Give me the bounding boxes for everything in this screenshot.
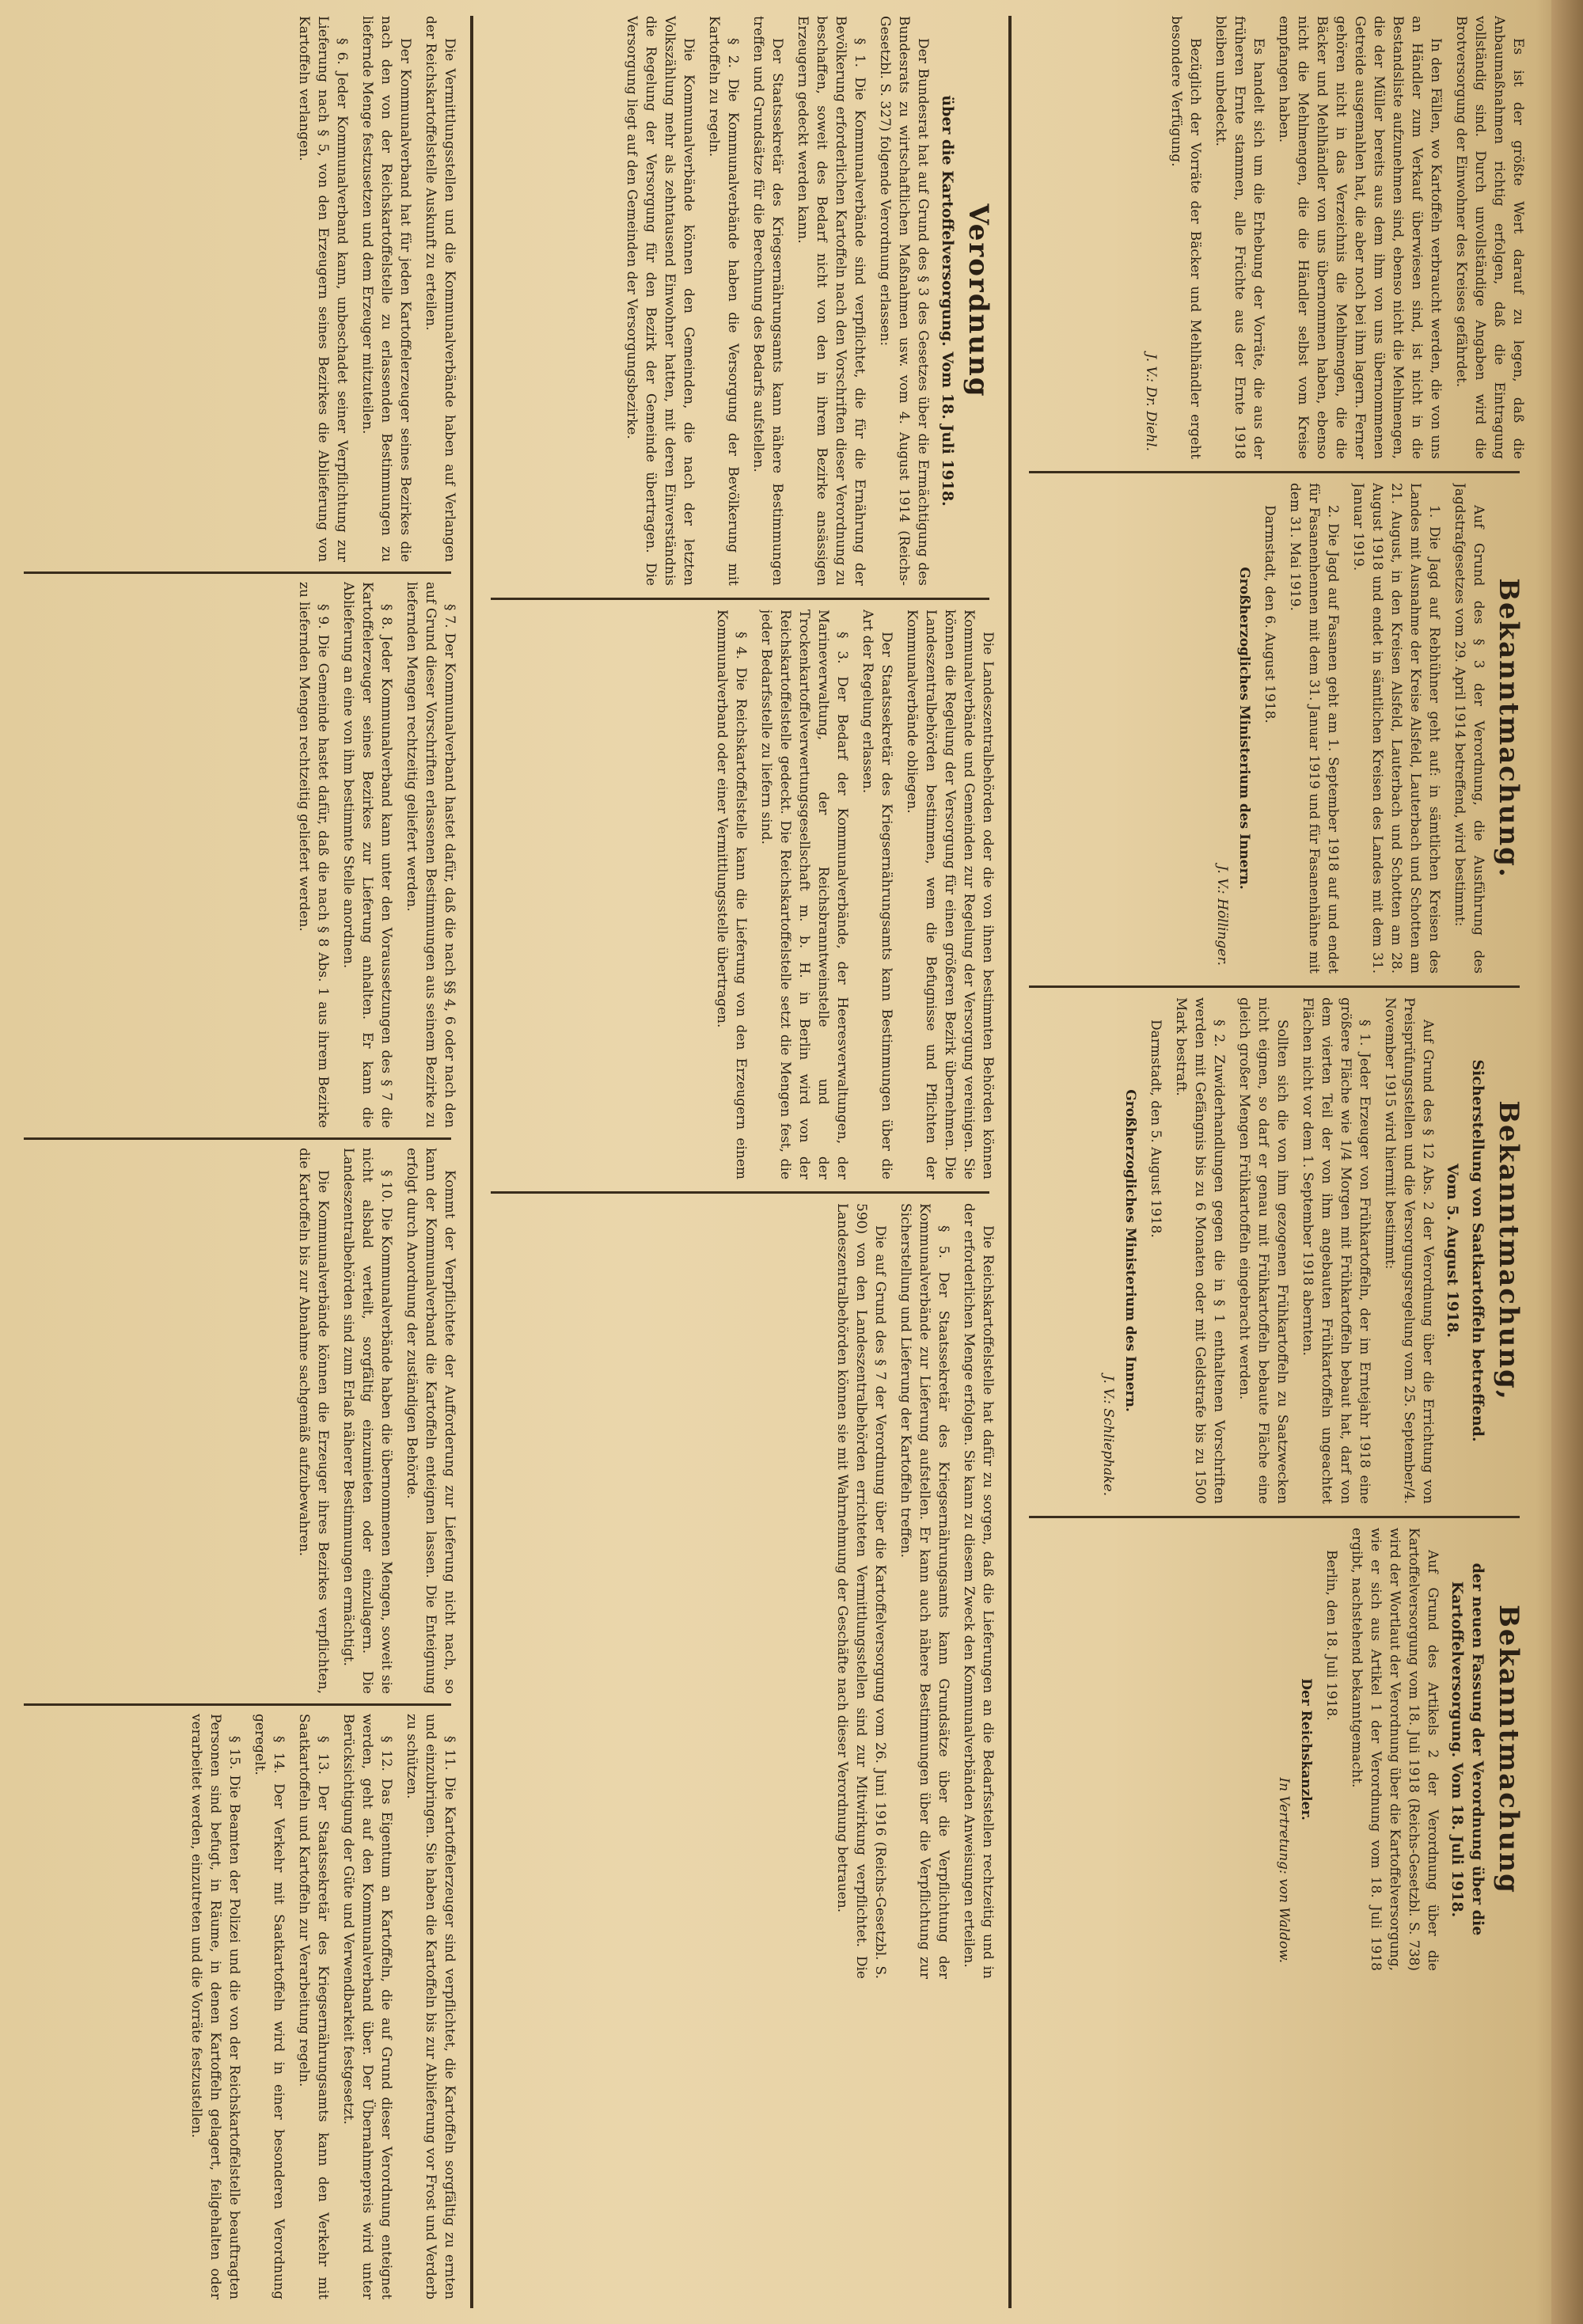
paragraph: § 2. Zuwiderhandlungen gegen die in § 1 enthaltenen Vorschriften werden mit Gefängnis bis zu 6 Monaten oder mit Geldstrafe bis zu 1500 Mark bestraft. [1173, 997, 1227, 1504]
paragraph: § 15. Die Beamten der Polizei und die von der Reichskartoffelstelle beauftragten Personen sind befugt, in Räume, in denen Kartoffeln gelagert, feilgehalten oder verarbeitet werden, einzutreten und die Vorräte festzustellen. [188, 1714, 242, 2299]
paragraph: Der Kommunalverband hat für jeden Kartoffelerzeuger seines Bezirkes die nach den von der Reichskartoffelstelle zu erlassenden Bestimmungen zu liefernde Menge festzusetzen und dem Erzeuger mitzuteilen. [359, 16, 413, 562]
binding-gutter [1551, 0, 1583, 2324]
ordinance-column-7 [16, 1714, 459, 2299]
column-rule [24, 572, 451, 574]
paragraph: Die Vermittlungsstellen und die Kommunalverbände haben auf Verlangen der Reichskartoffelstelle Auskunft zu erteilen. [423, 16, 457, 562]
paragraph: § 12. Das Eigentum an Kartoffeln, die auf Grund dieser Verordnung enteignet werden, geht auf den Kommunalverband über. Der Übernahmepreis wird unter Berücksichtigung der Güte und Verwendbarkeit festgesetzt. [340, 1714, 394, 2299]
column-rule [491, 1191, 989, 1194]
paragraph: Darmstadt, den 5. August 1918. [1148, 1020, 1164, 1238]
office-line: Der Reichskanzler. [1298, 1678, 1314, 1821]
paragraph: Auf Grund des § 12 Abs. 2 der Verordnung über die Errichtung von Preisprüfungsstellen und die Versorgungsregelung vom 25. September/4. November 1915 wird hiermit bestimmt: [1382, 997, 1436, 1504]
paragraph: Der Staatssekretär des Kriegsernährungsamts kann nähere Bestimmungen treffen und Grundsätze für die Berechnung des Bedarfs aufstellen. [750, 16, 785, 586]
column-rule [24, 1137, 451, 1140]
paragraph: Es ist der größte Wert darauf zu legen, daß die Anbaumaßnahmen richtig erfolgen, daß die Eintragung vollständig sind. Durch unvollständige Angaben wird die Brotversorgung der Einwohner des Kreises gefährdet. [1453, 16, 1526, 459]
paragraph: Die auf Grund des § 7 der Verordnung über die Kartoffelversorgung vom 26. Juni 1916 (Reichs-Gesetzbl. S. 590) von den Landeszentralbehörden errichteten Vermittlungsstellen sind zur Mitwirkung verpflichtet. Die Landeszentralbehörden können sie mit Wahrnehmung der Geschäfte nach dieser Verordnung betrauen. [834, 1203, 888, 1979]
signature: J. V.: Dr. Diehl. [1143, 353, 1159, 451]
column-rule [1029, 985, 1520, 988]
paragraph: Es handelt sich um die Erhebung der Vorräte, die aus der früheren Ernte stammen, alle Früchte aus der Ernte 1918 bleiben unbedeckt. [1213, 16, 1266, 459]
paragraph: § 7. Der Kommunalverband hastet dafür, daß die nach §§ 4, 6 oder nach den auf Grund dieser Vorschriften erlassenen Bestimmungen aus seinem Bezirke zu liefernden Mengen rechtzeitig geliefert werden. [404, 582, 457, 1128]
paragraph: Auf Grund des Artikels 2 der Verordnung über die Kartoffelversorgung vom 18. Juli 1918 (Reichs-Gesetzbl. S. 738) wird der Wortlaut der Verordnung über die Kartoffelversorgung, wie er sich aus Artikel 1 der Verordnung vom 18. Juli 1918 ergibt, nachstehend bekanntgemacht. [1349, 1528, 1441, 1971]
ministry-line: Großherzogliches Ministerium des Innern. [1122, 1089, 1138, 1412]
paragraph: Der Staatssekretär des Kriegsernährungsamts kann Bestimmungen über die Art der Regelung erlassen. [860, 609, 894, 1179]
paragraph: 2. Die Jagd auf Fasanen geht am 1. September 1918 auf und endet für Fasanenhennen mit dem 31. Januar 1919 und für Fasanenhähne mit dem 31. Mai 1919. [1287, 483, 1341, 974]
ordinance-column-2 [483, 609, 997, 1179]
notice-heading: Bekanntmachung [1493, 1604, 1524, 1894]
ordinance-column-6 [16, 1148, 459, 1694]
paragraph: 1. Die Jagd auf Rebhühner geht auf: in sämtlichen Kreisen des Landes mit Ausnahme der Kreise Alsfeld, Lauterbach und Schotten am 21. August, in den Kreisen Alsfeld, Lauterbach und Schotten am 28. August 1918 und endet in sämtlichen Kreisen des Landes mit dem 31. Januar 1919. [1350, 483, 1442, 974]
ordinance-column-4 [16, 16, 459, 562]
middle-band [483, 0, 997, 2324]
paragraph: § 9. Die Gemeinde hastet dafür, daß die nach § 8 Abs. 1 aus ihrem Bezirke zu liefernden Mengen rechtzeitig geliefert werden. [296, 582, 331, 1128]
paragraph: § 10. Die Kommunalverbände haben die übernommenen Mengen, soweit sie nicht alsbald verteilt, sorgfältig einzumieten oder einzulagern. Die Landeszentralbehörden sind zum Erlaß näherer Bestimmungen ermächtigt. [340, 1148, 394, 1694]
paragraph: Die Kommunalverbände können die Erzeuger ihres Bezirkes verpflichten, die Kartoffeln bis zur Abnahme sachgemäß aufzubewahren. [296, 1148, 331, 1694]
paragraph: Bezüglich der Vorräte der Bäcker und Mehlhändler ergeht besondere Verfügung. [1168, 16, 1203, 459]
column-rule [1029, 471, 1520, 473]
paragraph: § 6. Jeder Kommunalverband kann, unbeschadet seiner Verpflichtung zur Lieferung nach § 5, von den Erzeugern seines Bezirkes die Ablieferung von Kartoffeln verlangen. [296, 16, 350, 562]
top-band [1021, 0, 1528, 2324]
bottom-band [16, 0, 459, 2324]
paragraph: Auf Grund des § 3 der Verordnung, die Ausführung des Jagdstrafgesetzes vom 29. April 1914 betreffend, wird bestimmt: [1452, 483, 1486, 974]
paragraph: § 13. Der Staatssekretär des Kriegsernährungsamts kann den Verkehr mit Saatkartoffeln und Kartoffeln zur Verarbeitung regeln. [296, 1714, 331, 2299]
paragraph: § 2. Die Kommunalverbände haben die Versorgung der Bevölkerung mit Kartoffeln zu regeln. [706, 16, 741, 586]
notice-subheading: der neuen Fassung der Verordnung über die Kartoffelversorgung. Vom 18. Juli 1918. [1448, 1563, 1486, 1936]
ordinance-column-1 [483, 16, 997, 586]
signature: In Vertretung: von Waldow. [1276, 1777, 1292, 1963]
paragraph: § 4. Die Reichskartoffelstelle kann die Lieferung von den Erzeugern einem Kommunalverband oder einer Vermittlungsstelle übertragen. [714, 609, 749, 1179]
paragraph: Kommt der Verpflichtete der Aufforderung zur Lieferung nicht nach, so kann der Kommunalverband die Kartoffeln enteignen lassen. Die Enteignung erfolgt durch Anordnung der zuständigen Behörde. [404, 1148, 457, 1694]
ordinance-heading: Verordnung [962, 203, 994, 398]
paragraph: § 1. Die Kommunalverbände sind verpflichtet, die für die Ernährung der Bevölkerung erforderlichen Kartoffeln nach den Vorschriften dieser Verordnung zu beschaffen, soweit des Bedarf nicht von den in ihrem Bezirke ansässigen Erzeugern gedeckt werden kann. [795, 16, 867, 586]
paragraph: Die Landeszentralbehörden oder die von ihnen bestimmten Behörden können Kommunalverbände und Gemeinden zur Regelung der Versorgung vereinigen. Sie können die Regelung der Versorgung für einen größeren Bezirk übernehmen. Die Landeszentralbehörden bestimmen, wem die Befugnisse und Pflichten der Kommunalverbände obliegen. [904, 609, 996, 1179]
paragraph: § 5. Der Staatssekretär des Kriegsernährungsamts kann Grundsätze über die Verpflichtung der Kommunalverbände zur Lieferung aufstellen. Er kann auch nähere Bestimmungen über die Verpflichtung zur Sicherstellung und Lieferung der Kartoffeln treffen. [898, 1203, 951, 1979]
column-rule [491, 598, 989, 600]
paragraph: § 14. Der Verkehr mit Saatkartoffeln wird in einer besonderen Verordnung geregelt. [252, 1714, 287, 2299]
paragraph: Berlin, den 18. Juli 1918. [1323, 1550, 1339, 1721]
notice-hunting [1021, 483, 1528, 974]
column-rule [24, 1703, 451, 1706]
paragraph: § 11. Die Kartoffelerzeuger sind verpflichtet, die Kartoffeln sorgfältig zu ernten und einzubringen. Sie haben die Kartoffeln bis zur Ablieferung vor Frost und Verderb zu schützen. [404, 1714, 457, 2299]
paragraph: Darmstadt, den 6. August 1918. [1262, 505, 1277, 723]
paragraph: § 8. Jeder Kommunalverband kann unter den Voraussetzungen des § 7 die Kartoffelerzeuger seines Bezirkes zur Lieferung anhalten. Er kann die Ablieferung an eine von ihm bestimmte Stelle anordnen. [340, 582, 394, 1128]
notice-subheading: Sicherstellung von Saatkartoffeln betreffend. [1469, 1059, 1486, 1442]
paragraph: Der Bundesrat hat auf Grund des § 3 des Gesetzes über die Ermächtigung des Bundesrats zu wirtschaftlichen Maßnahmen usw. vom 4. August 1914 (Reichs-Gesetzbl. S. 327) folgende Verordnung erlassen: [877, 16, 931, 586]
ordinance-subheading: über die Kartoffelversorgung. Vom 18. Juli 1918. [939, 95, 956, 507]
ministry-line: Großherzogliches Ministerium des Innern. [1236, 567, 1252, 890]
notice-seed-potatoes [1021, 997, 1528, 1504]
paragraph: Die Reichskartoffelstelle hat dafür zu sorgen, daß die Lieferungen an die Bedarfsstellen rechtzeitig und in der erforderlichen Menge erfolgen. Sie kann zu diesem Zweck den Kommunalverbänden Anweisungen erteilen. [961, 1203, 996, 1979]
notice-heading: Bekanntmachung, [1493, 1100, 1524, 1401]
notice-heading: Bekanntmachung. [1493, 578, 1524, 879]
paragraph: In den Fällen, wo Kartoffeln verbraucht werden, die von uns an Händler zum Verkauf überwiesen sind, ist nicht in die Bestandsliste aufzunehmen sind, ebenso nicht die Mehlmengen, die der Müller bereits aus dem ihm von uns übernommenen Getreide ausgemahlen hat, die aber noch bei ihm lagern. Ferner gehören nicht in das Verzeichnis die Mehlmengen, die die Bäcker und Mehlhändler von uns übernommen haben, ebenso nicht die Mehlmengen, die die Händler selbst vom Kreise empfangen haben. [1276, 16, 1444, 459]
ordinance-column-5 [16, 582, 459, 1128]
paragraph: Die Kommunalverbände können den Gemeinden, die nach der letzten Volkszählung mehr als zehntausend Einwohner hatten, mit deren Einverständnis die Regelung der Versorgung für den Bezirk der Gemeinde übertragen. Die Versorgung liegt auf den Gemeinden der Versorgungsbezirke. [624, 16, 697, 586]
paragraph: Sollten sich die von ihm gezogenen Frühkartoffeln zu Saatzwecken nicht eignen, so darf er genau mit Frühkartoffeln bebaute Fläche eine gleich großer Mengen Frühkartoffeln eingebracht werden. [1236, 997, 1290, 1504]
notice-date: Vom 5. August 1918. [1444, 1163, 1461, 1339]
signature: J. V.: Höllinger. [1214, 864, 1230, 966]
signature: J. V.: Schliephake. [1100, 1375, 1116, 1496]
ordinance-column-3 [483, 1203, 997, 1979]
paragraph: § 3. Der Bedarf der Kommunalverbände, der Heeresverwaltungen, der Marineverwaltung, der Reichsbranntweinstelle und der Trockenkartoffelverwertungsgesellschaft m. b. H. in Berlin wird von der Reichskartoffelstelle gedeckt. Die Reichskartoffelstelle setzt die Mengen fest, die jeder Bedarfsstelle zu liefern sind. [758, 609, 850, 1179]
paragraph: § 1. Jeder Erzeuger von Frühkartoffeln, der im Erntejahr 1918 eine größere Fläche wie 1/4 Morgen mit Frühkartoffeln bebaut hat, darf von dem vierten Teil der von ihm angebauten Frühkartoffeln ungeachtet Flächen nicht vor dem 1. September 1918 abernten. [1300, 997, 1372, 1504]
band-rule [1008, 16, 1012, 2308]
column-rule [1029, 1516, 1520, 1518]
notice-stock-survey [1021, 16, 1528, 459]
notice-potato-ordinance [1021, 1528, 1528, 1971]
band-rule [470, 16, 473, 2308]
